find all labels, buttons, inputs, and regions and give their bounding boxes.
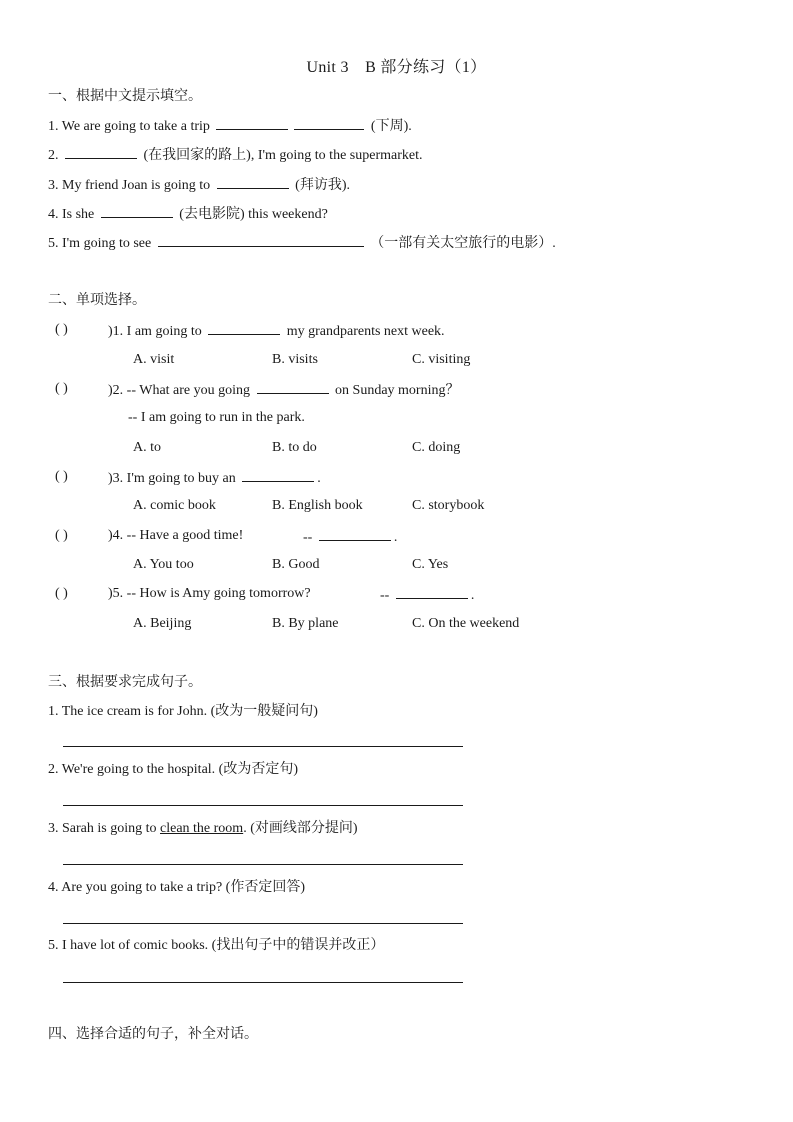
section1-heading: 一、根据中文提示填空。 — [48, 88, 202, 104]
mc-1-option-b[interactable]: B. visits — [272, 352, 318, 367]
fill-item-3-text: 3. My friend Joan is going to — [48, 178, 211, 193]
blank[interactable] — [101, 203, 173, 218]
section3-heading: 三、根据要求完成句子。 — [48, 674, 202, 690]
answer-line[interactable] — [63, 923, 463, 924]
mc-3-option-b[interactable]: B. English book — [272, 498, 363, 513]
answer-line[interactable] — [63, 805, 463, 806]
mc-1-option-c[interactable]: C. visiting — [412, 352, 471, 367]
mc-question-3: )3. I'm going to buy an . — [108, 467, 321, 489]
fill-item-1-hint: (下周). — [370, 119, 412, 134]
blank[interactable] — [396, 584, 468, 599]
answer-line[interactable] — [63, 864, 463, 865]
mc-question-2-text: 2. -- What are you going — [112, 383, 251, 398]
mc-2-option-b[interactable]: B. to do — [272, 440, 317, 455]
mc-question-1-text: 1. I am going to — [112, 324, 202, 339]
fill-item-2 — [48, 144, 422, 166]
fill-item-5 — [48, 232, 556, 254]
mc-4-option-b[interactable]: B. Good — [272, 557, 320, 572]
rewrite-item-4: 4. Are you going to take a trip? (作否定回答) — [48, 880, 306, 895]
blank[interactable] — [208, 320, 280, 335]
rewrite-item-2: 2. We're going to the hospital. (改为否定句) — [48, 762, 298, 777]
mc-question-4: )4. -- Have a good time! — [108, 528, 244, 543]
rewrite-item-3-text: 3. Sarah is going to — [48, 821, 157, 836]
mc-4-option-c[interactable]: C. Yes — [412, 557, 449, 572]
mc-4-option-a[interactable]: A. You too — [133, 557, 194, 572]
answer-bracket[interactable]: ( ) — [55, 528, 68, 543]
mc-2-option-c[interactable]: C. doing — [412, 440, 461, 455]
section4-heading: 四、选择合适的句子，补全对话。 — [48, 1026, 258, 1042]
fill-item-5-text: 5. I'm going to see — [48, 236, 152, 251]
blank[interactable] — [216, 115, 288, 130]
mc-5-reply-dash: -- — [380, 588, 390, 603]
fill-item-3-hint: (拜访我). — [295, 178, 350, 193]
mc-1-option-a[interactable]: A. visit — [133, 352, 175, 367]
blank[interactable] — [158, 232, 364, 247]
mc-question-4-text: 4. -- Have a good time! — [112, 528, 244, 543]
answer-bracket[interactable]: ( ) — [55, 322, 68, 337]
mc-3-option-a[interactable]: A. comic book — [133, 498, 216, 513]
mc-question-5: )5. -- How is Amy going tomorrow? — [108, 586, 311, 601]
answer-line[interactable] — [63, 746, 463, 747]
mc-5-option-c[interactable]: C. On the weekend — [412, 616, 520, 631]
blank[interactable] — [242, 467, 314, 482]
fill-item-2-text: 2. — [48, 148, 59, 163]
fill-item-4 — [48, 203, 328, 225]
rewrite-item-5: 5. I have lot of comic books. (找出句子中的错误并改正） — [48, 938, 385, 953]
mc-5-option-a[interactable]: A. Beijing — [133, 616, 192, 631]
answer-line[interactable] — [63, 982, 463, 983]
mc-4-reply-end: . — [393, 530, 398, 545]
underlined-phrase: clean the room — [160, 821, 244, 836]
mc-question-2: )2. -- What are you going on Sunday morning？ — [108, 379, 460, 401]
fill-item-4-hint: (去电影院) this weekend? — [179, 207, 328, 222]
mc-5-reply — [380, 584, 474, 606]
answer-bracket[interactable]: ( ) — [55, 381, 68, 396]
mc-5-reply-end: . — [470, 588, 475, 603]
fill-item-3 — [48, 174, 350, 196]
answer-bracket[interactable]: ( ) — [55, 469, 68, 484]
mc-question-2-rest: on Sunday morning？ — [335, 383, 460, 398]
fill-item-5-hint: （一部有关太空旅行的电影）. — [370, 236, 556, 251]
mc-2-reply: -- I am going to run in the park. — [128, 410, 305, 425]
rewrite-item-1: 1. The ice cream is for John. (改为一般疑问句) — [48, 704, 318, 719]
fill-item-1 — [48, 115, 412, 137]
blank[interactable] — [294, 115, 364, 130]
mc-4-reply-dash: -- — [303, 530, 313, 545]
blank[interactable] — [65, 144, 137, 159]
mc-4-reply — [303, 526, 397, 548]
answer-bracket[interactable]: ( ) — [55, 586, 68, 601]
mc-2-option-a[interactable]: A. to — [133, 440, 161, 455]
mc-question-1: )1. I am going to my grandparents next week. — [108, 320, 445, 342]
fill-item-4-text: 4. Is she — [48, 207, 95, 222]
rewrite-item-3 — [48, 819, 358, 839]
rewrite-item-3-instruction: . (对画线部分提问) — [243, 821, 358, 836]
section2-heading: 二、单项选择。 — [48, 292, 146, 308]
mc-question-5-text: 5. -- How is Amy going tomorrow? — [112, 586, 311, 601]
blank[interactable] — [257, 379, 329, 394]
mc-question-3-text: 3. I'm going to buy an — [112, 471, 236, 486]
mc-3-option-c[interactable]: C. storybook — [412, 498, 485, 513]
blank[interactable] — [217, 174, 289, 189]
mc-5-option-b[interactable]: B. By plane — [272, 616, 339, 631]
mc-question-1-rest: my grandparents next week. — [286, 324, 445, 339]
fill-item-2-hint: (在我回家的路上), I'm going to the supermarket. — [143, 148, 423, 163]
blank[interactable] — [319, 526, 391, 541]
page-title: Unit 3 B 部分练习（1） — [306, 59, 487, 76]
fill-item-1-text: 1. We are going to take a trip — [48, 119, 210, 134]
mc-question-3-rest: . — [317, 471, 321, 486]
